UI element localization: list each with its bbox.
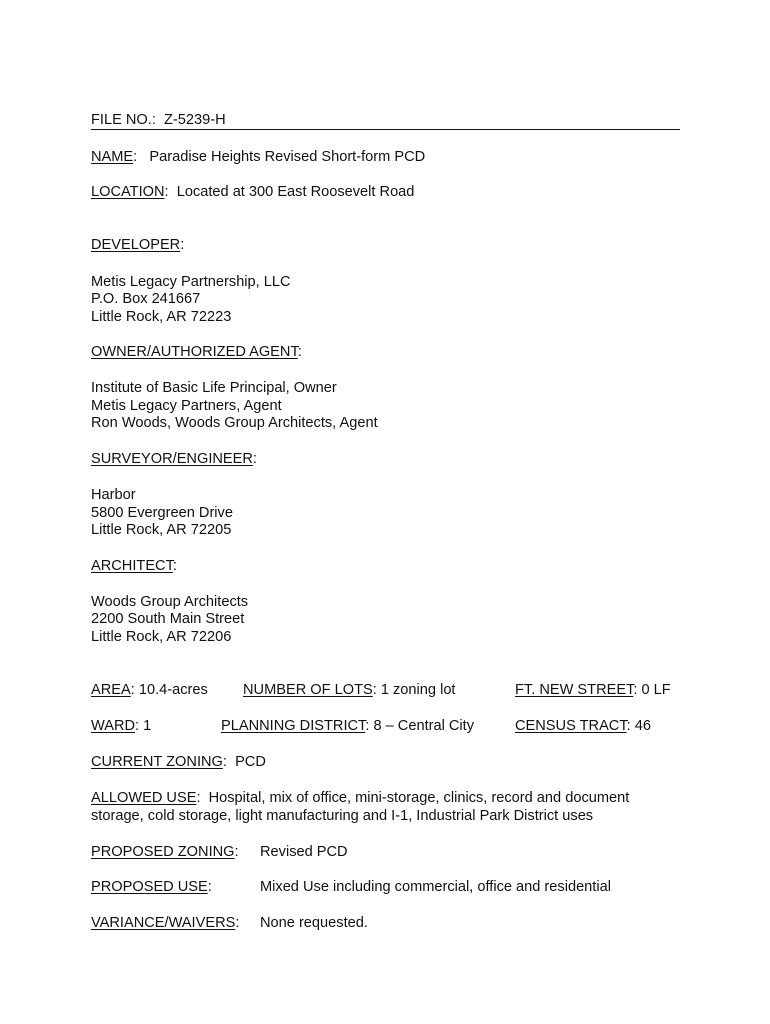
owner-line: Metis Legacy Partners, Agent xyxy=(91,398,282,414)
name-row: NAME: Paradise Heights Revised Short-form PCD xyxy=(91,149,426,165)
surveyor-line: 5800 Evergreen Drive xyxy=(91,505,233,521)
file-number: FILE NO.: Z-5239-H xyxy=(91,112,680,130)
owner-line: Institute of Basic Life Principal, Owner xyxy=(91,380,337,396)
area-label: AREA xyxy=(91,682,131,698)
file-no-value: Z-5239-H xyxy=(164,112,226,128)
street-label: FT. NEW STREET xyxy=(515,682,634,698)
proposed-zoning-label-wrap: PROPOSED ZONING: xyxy=(91,844,239,860)
variance-label-wrap: VARIANCE/WAIVERS: xyxy=(91,915,240,931)
architect-line: 2200 South Main Street xyxy=(91,611,245,627)
allowed-use-label: ALLOWED USE xyxy=(91,790,197,806)
proposed-use-value: Mixed Use including commercial, office and residential xyxy=(260,879,611,895)
proposed-use-label-wrap: PROPOSED USE: xyxy=(91,879,212,895)
file-no-label: FILE NO. xyxy=(91,112,152,128)
proposed-zoning-value: Revised PCD xyxy=(260,844,348,860)
architect-label: ARCHITECT xyxy=(91,558,173,574)
district-value: 8 – Central City xyxy=(373,718,475,734)
surveyor-label: SURVEYOR/ENGINEER xyxy=(91,451,253,467)
developer-heading: DEVELOPER: xyxy=(91,237,185,253)
allowed-use-value: Hospital, mix of office, mini-storage, clinics, record and document xyxy=(208,790,630,806)
census-value: 46 xyxy=(634,718,651,734)
location-label: LOCATION xyxy=(91,184,165,200)
census-label: CENSUS TRACT xyxy=(515,718,627,734)
architect-line: Woods Group Architects xyxy=(91,594,249,610)
architect-heading: ARCHITECT: xyxy=(91,558,177,574)
surveyor-heading: SURVEYOR/ENGINEER: xyxy=(91,451,257,467)
current-zoning-label: CURRENT ZONING xyxy=(91,754,223,770)
name-label: NAME xyxy=(91,149,134,165)
street-field: FT. NEW STREET: 0 LF xyxy=(515,682,671,698)
surveyor-line: Little Rock, AR 72205 xyxy=(91,522,232,538)
location-value: Located at 300 East Roosevelt Road xyxy=(176,184,415,200)
variance-value: None requested. xyxy=(260,915,368,931)
ward-field: WARD: 1 xyxy=(91,718,152,734)
variance-label: VARIANCE/WAIVERS xyxy=(91,915,236,931)
district-label: PLANNING DISTRICT xyxy=(221,718,366,734)
architect-line: Little Rock, AR 72206 xyxy=(91,629,232,645)
location-row: LOCATION: Located at 300 East Roosevelt Road xyxy=(91,184,415,200)
ward-label: WARD xyxy=(91,718,136,734)
developer-line: Little Rock, AR 72223 xyxy=(91,309,232,325)
proposed-use-label: PROPOSED USE xyxy=(91,879,208,895)
allowed-use-value-cont: storage, cold storage, light manufacturing and I-1, Industrial Park District uses xyxy=(91,808,594,824)
street-value: 0 LF xyxy=(641,682,671,698)
developer-line: P.O. Box 241667 xyxy=(91,291,201,307)
current-zoning-value: PCD xyxy=(235,754,266,770)
allowed-use-field: ALLOWED USE: Hospital, mix of office, mini-storage, clinics, record and document xyxy=(91,790,630,806)
lots-value: 1 zoning lot xyxy=(380,682,456,698)
current-zoning-field: CURRENT ZONING: PCD xyxy=(91,754,266,770)
area-value: 10.4-acres xyxy=(138,682,208,698)
proposed-zoning-label: PROPOSED ZONING xyxy=(91,844,235,860)
owner-heading: OWNER/AUTHORIZED AGENT: xyxy=(91,344,302,360)
owner-label: OWNER/AUTHORIZED AGENT xyxy=(91,344,298,360)
area-field: AREA: 10.4-acres xyxy=(91,682,208,698)
name-value: Paradise Heights Revised Short-form PCD xyxy=(149,149,426,165)
surveyor-line: Harbor xyxy=(91,487,136,503)
district-field: PLANNING DISTRICT: 8 – Central City xyxy=(221,718,475,734)
census-field: CENSUS TRACT: 46 xyxy=(515,718,651,734)
developer-label: DEVELOPER xyxy=(91,237,181,253)
ward-value: 1 xyxy=(143,718,152,734)
lots-label: NUMBER OF LOTS xyxy=(243,682,373,698)
lots-field: NUMBER OF LOTS: 1 zoning lot xyxy=(243,682,456,698)
owner-line: Ron Woods, Woods Group Architects, Agent xyxy=(91,415,378,431)
developer-line: Metis Legacy Partnership, LLC xyxy=(91,274,291,290)
